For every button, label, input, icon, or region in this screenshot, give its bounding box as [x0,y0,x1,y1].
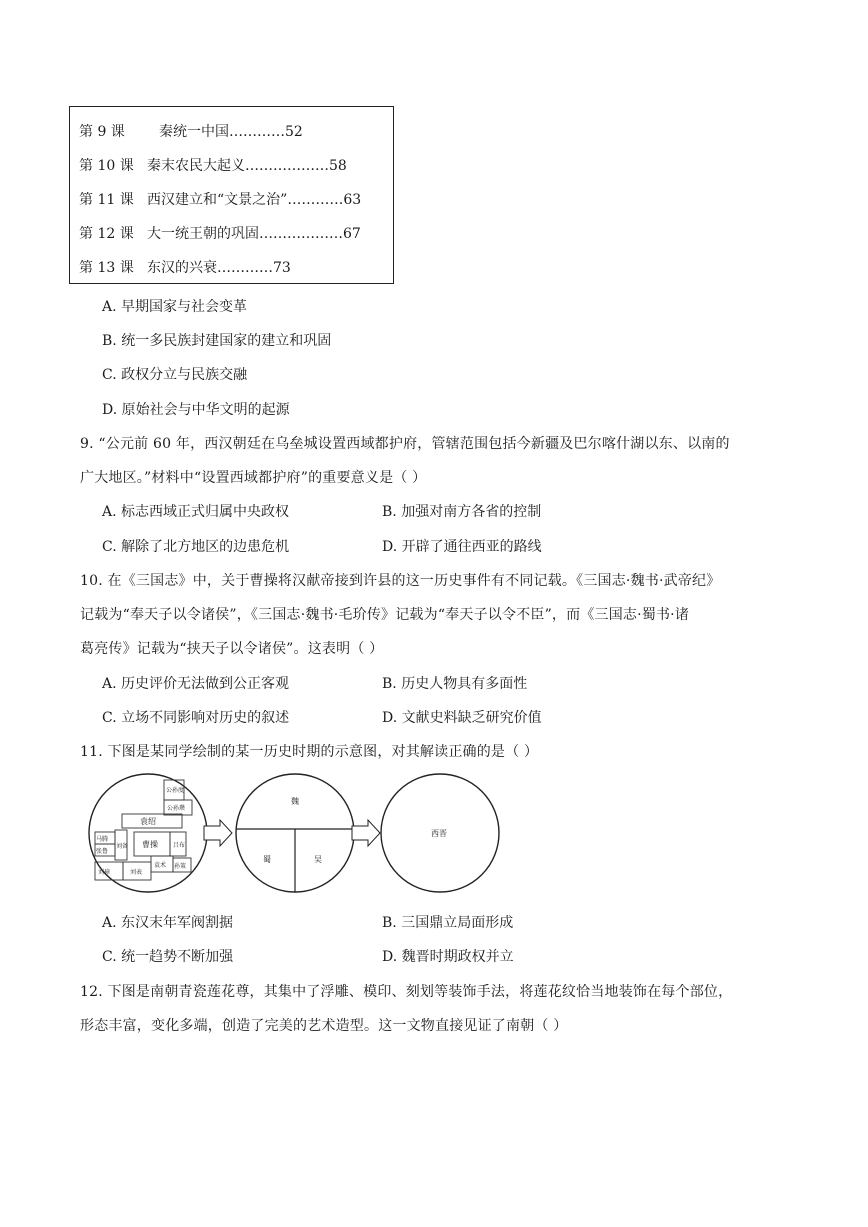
toc-lesson: 第 13 课 [79,260,134,276]
q11-option-d[interactable]: D. 魏晋时期政权并立 [382,949,514,965]
label-wei: 魏 [291,797,299,806]
warlords-circle [89,774,207,892]
arrow-icon [204,820,232,846]
q11-option-a[interactable]: A. 东汉末年军阀割据 [102,915,234,931]
q10-stem-line1: 10. 在《三国志》中，关于曹操将汉献帝接到许县的这一历史事件有不同记载。《三国志·魏书·武帝纪》 [80,573,721,589]
label-wu: 吴 [314,855,322,864]
toc-line [79,189,361,209]
toc-lesson: 第 10 课 [79,158,134,174]
q8-option-d[interactable]: D. 原始社会与中华文明的起源 [102,402,290,418]
label-shu: 蜀 [263,855,271,864]
western-jin-circle [381,774,499,892]
label-mateng: 马腾 [96,836,109,843]
label-caocao: 曹操 [142,840,158,849]
q10-option-d[interactable]: D. 文献史料缺乏研究价值 [382,710,542,726]
q10-option-b[interactable]: B. 历史人物具有多面性 [382,676,528,692]
label-gongsunzan: 公孙瓒 [167,805,186,812]
toc-lesson: 第 11 课 [79,192,134,208]
toc-line [79,257,291,277]
q11-stem: 11. 下图是某同学绘制的某一历史时期的示意图，对其解读正确的是（ ） [80,744,539,760]
q12-stem-line1: 12. 下图是南朝青瓷莲花尊，其集中了浮雕、模印、刻划等装饰手法，将莲花纹恰当地装饰在每个部位， [80,984,733,1000]
toc-lesson: 第 12 课 [79,226,134,242]
q8-option-a[interactable]: A. 早期国家与社会变革 [102,299,248,315]
q11-option-c[interactable]: C. 统一趋势不断加强 [102,949,234,965]
toc-box [69,106,394,284]
q10-stem-line2: 记载为“奉天子以令诸侯”，《三国志·魏书·毛玠传》记载为“奉天子以令不臣”，而《三国志·蜀书·诸 [80,607,690,623]
toc-title: 东汉的兴衰…………73 [147,260,291,276]
toc-title: 大一统王朝的巩固………………67 [147,226,361,242]
label-liubiao: 刘表 [130,869,143,876]
three-kingdoms-circle [236,774,354,892]
q9-option-d[interactable]: D. 开辟了通往西亚的路线 [382,539,542,555]
q11-diagram [80,770,520,905]
toc-line [79,155,347,175]
label-sunce: 孙策 [174,863,187,870]
q8-option-c[interactable]: C. 政权分立与民族交融 [102,367,248,383]
label-gongsundu: 公孙度 [166,787,185,794]
toc-lesson: 第 9 课 [79,124,125,140]
toc-line [79,223,361,243]
q9-option-b[interactable]: B. 加强对南方各省的控制 [382,504,542,520]
toc-title: 秦末农民大起义………………58 [147,158,347,174]
q10-option-a[interactable]: A. 历史评价无法做到公正客观 [102,676,290,692]
q9-stem-line1: 9. “公元前 60 年，西汉朝廷在乌垒城设置西域都护府，管辖范围包括今新疆及巴尔喀什湖以东、以南的 [80,436,730,452]
label-zhanglu: 张鲁 [96,848,109,855]
q11-option-b[interactable]: B. 三国鼎立局面形成 [382,915,514,931]
toc-title: 秦统一中国…………52 [159,124,303,140]
label-yuanshu: 袁术 [154,862,167,869]
q8-option-b[interactable]: B. 统一多民族封建国家的建立和巩固 [102,333,332,349]
toc-title: 西汉建立和“文景之治”…………63 [147,192,362,208]
q12-stem-line2: 形态丰富，变化多端，创造了完美的艺术造型。这一文物直接见证了南朝（ ） [80,1018,568,1034]
toc-line [79,121,303,141]
q10-option-c[interactable]: C. 立场不同影响对历史的叙述 [102,710,290,726]
label-liubei: 刘备 [116,843,129,850]
q10-stem-line3: 葛亮传》记载为“挟天子以令诸侯”。这表明（ ） [80,641,384,657]
q9-option-c[interactable]: C. 解除了北方地区的边患危机 [102,539,290,555]
arrow-icon [352,820,380,846]
label-xijin: 西晋 [431,829,447,838]
label-lvbu: 吕布 [173,842,186,849]
label-yuanshao: 袁绍 [140,817,156,826]
q9-stem-line2: 广大地区。”材料中“设置西域都护府”的重要意义是（ ） [80,470,427,486]
label-liuzhang: 刘璋 [98,869,111,876]
q9-option-a[interactable]: A. 标志西域正式归属中央政权 [102,504,290,520]
